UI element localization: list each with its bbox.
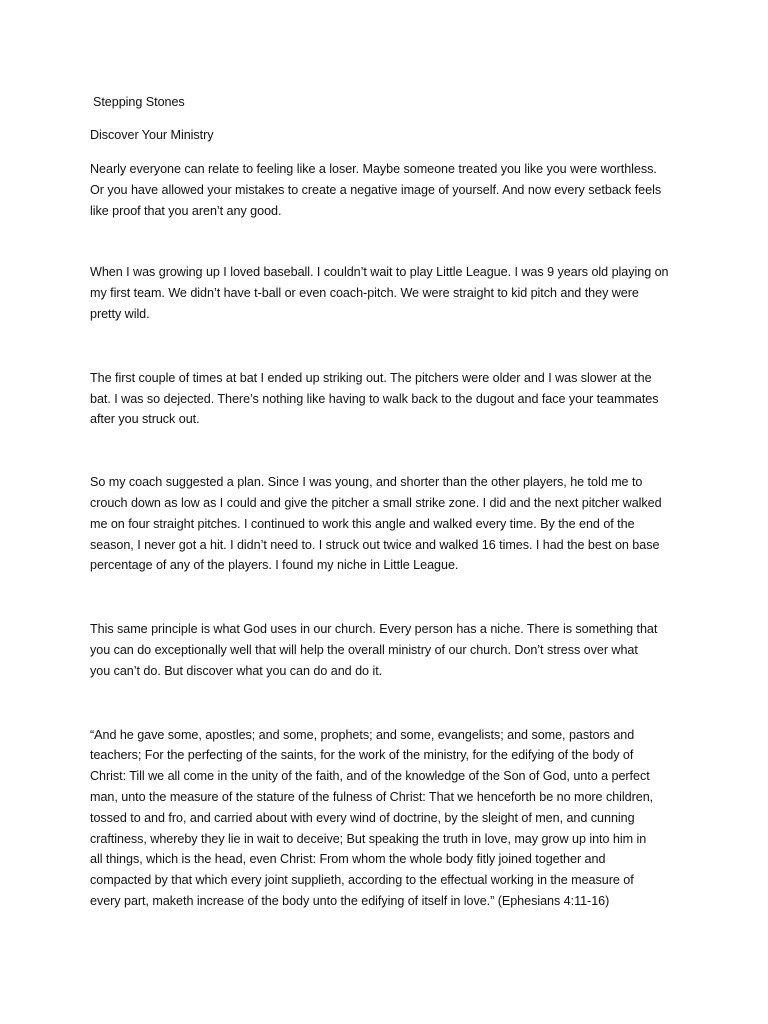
paragraph-scripture-quote: “And he gave some, apostles; and some, prophets; and some, evangelists; and some, pastors and teachers; For the perfecting of the saints, for the work of the ministry, for the edifying of the body of Christ: Till we all come in the unity of the faith, and of the knowledge of the Son of God, unto a perfect man, unto the measure of the stature of the fulness of Christ: That we henceforth be no more children, tossed to and fro, and carried about with every wind of doctrine, by the sleight of men, and cunning craftiness, whereby they lie in wait to deceive; But speaking the truth in love, may grow up into him in all things, which is the head, even Christ: From whom the whole body fitly joined together and compacted by that which every joint supplieth, according to the effectual working in the measure of every part, maketh increase of the body unto the edifying of itself in love.” (Ephesians 4:11-16) — [90, 727, 654, 908]
document-body — [90, 92, 688, 912]
paragraph-intro: Nearly everyone can relate to feeling like a loser. Maybe someone treated you like you were worthless. Or you have allowed your mistakes to create a negative image of yourself. And now every setback feels like proof that you aren’t any good. — [90, 162, 662, 218]
paragraph-principle: This same principle is what God uses in our church. Every person has a niche. There is something that you can do exceptionally well that will help the overall ministry of our church. Don’t stress over what you can’t do. But discover what you can do and do it. — [90, 622, 658, 678]
paragraph-coach-plan: So my coach suggested a plan. Since I was young, and shorter than the other players, he told me to crouch down as low as I could and give the pitcher a small strike zone. I did and the next pitcher walked me on four straight pitches. I continued to work this angle and walked every time. By the end of the season, I never got a hit. I didn’t need to. I struck out twice and walked 16 times. I had the best on base percentage of any of the players. I found my niche in Little League. — [90, 475, 662, 573]
document-title: Stepping Stones — [93, 95, 185, 109]
document-subtitle: Discover Your Ministry — [90, 128, 214, 142]
paragraph-striking-out: The first couple of times at bat I ended up striking out. The pitchers were older and I was slower at the bat. I was so dejected. There’s nothing like having to walk back to the dugout and face your teammates after you struck out. — [90, 370, 659, 427]
paragraph-baseball: When I was growing up I loved baseball. I couldn’t wait to play Little League. I was 9 years old playing on my first team. We didn’t have t-ball or even coach-pitch. We were straight to kid pitch and they were pretty wild. — [90, 265, 669, 321]
